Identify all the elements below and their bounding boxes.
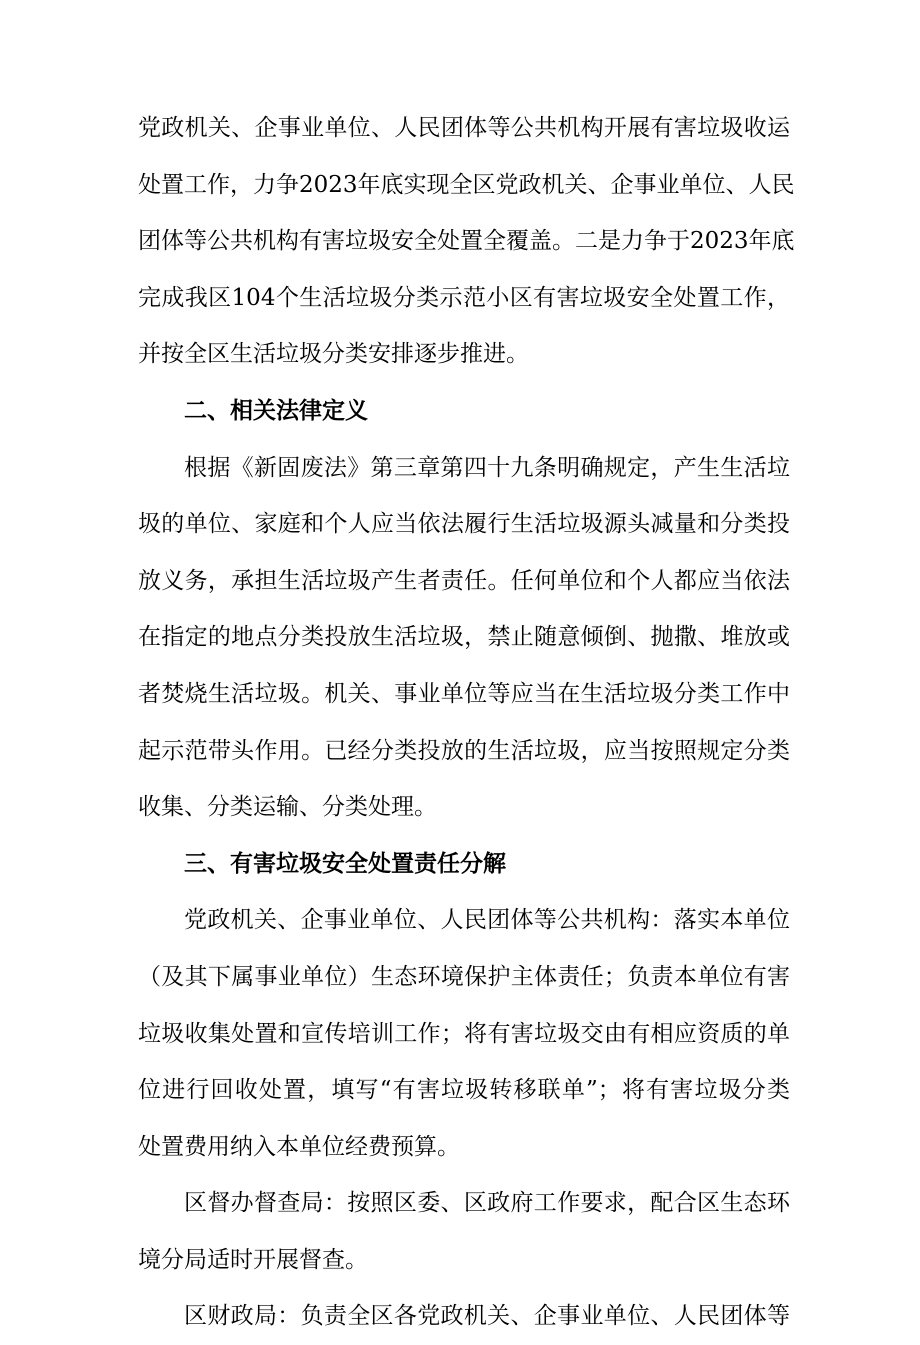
paragraph-legal-definition: [138, 440, 790, 836]
text-line: （及其下属事业单位）生态环境保护主体责任；负责本单位有害: [138, 963, 790, 990]
paragraph-continued-scope: [138, 100, 795, 383]
text-line: 处置工作，力争2023年底实现全区党政机关、企事业单位、人民: [138, 171, 795, 198]
text-line: 在指定的地点分类投放生活垃圾，禁止随意倾倒、抛撒、堆放或: [138, 624, 790, 651]
paragraph-supervision-bureau: [138, 1175, 790, 1288]
text-line: 区督办督查局：按照区委、区政府工作要求，配合区生态环: [184, 1190, 790, 1217]
document-page: [138, 100, 795, 1345]
text-line: 位进行回收处置，填写“有害垃圾转移联单”；将有害垃圾分类: [138, 1077, 790, 1104]
text-line: 党政机关、企事业单位、人民团体等公共机构开展有害垃圾收运: [138, 115, 790, 141]
text-line: 垃圾收集处置和宣传培训工作；将有害垃圾交由有相应资质的单: [138, 1020, 790, 1047]
text-line: 圾的单位、家庭和个人应当依法履行生活垃圾源头减量和分类投: [138, 511, 790, 538]
text-line: 放义务，承担生活垃圾产生者责任。任何单位和个人都应当依法: [138, 567, 790, 594]
text-line: 完成我区104个生活垃圾分类示范小区有害垃圾安全处置工作，: [138, 284, 790, 311]
text-line: 区财政局：负责全区各党政机关、企事业单位、人民团体等: [184, 1303, 790, 1330]
text-line: 者焚烧生活垃圾。机关、事业单位等应当在生活垃圾分类工作中: [138, 680, 790, 707]
text-line: 收集、分类运输、分类处理。: [138, 794, 437, 821]
section-heading-legal-definition: 二、相关法律定义: [184, 397, 368, 424]
paragraph-public-institutions: [138, 892, 790, 1175]
text-line: 团体等公共机构有害垃圾安全处置全覆盖。二是力争于2023年底: [138, 228, 795, 255]
text-line: 并按全区生活垃圾分类安排逐步推进。: [138, 341, 529, 368]
text-line: 党政机关、企事业单位、人民团体等公共机构：落实本单位: [184, 907, 790, 934]
text-line: 境分局适时开展督查。: [138, 1246, 368, 1273]
text-line: 根据《新固废法》第三章第四十九条明确规定，产生生活垃: [184, 454, 790, 481]
text-line: 起示范带头作用。已经分类投放的生活垃圾，应当按照规定分类: [138, 737, 790, 764]
paragraph-finance-bureau: [138, 1288, 790, 1345]
section-heading-responsibility: 三、有害垃圾安全处置责任分解: [184, 850, 506, 877]
text-line: 处置费用纳入本单位经费预算。: [138, 1133, 460, 1160]
